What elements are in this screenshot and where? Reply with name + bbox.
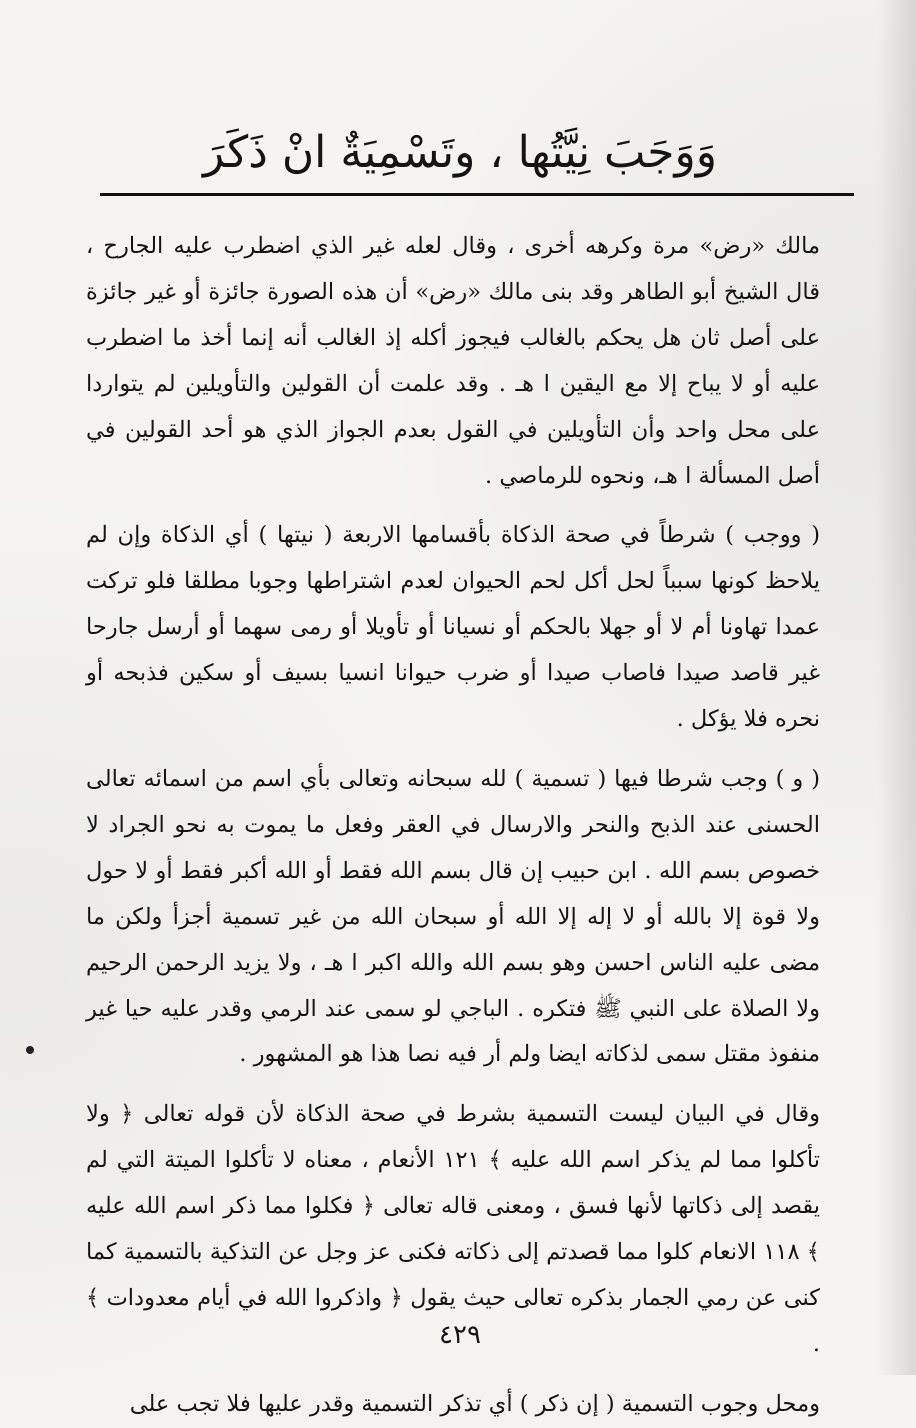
page-header-title: وَوَجَبَ نِيَّتُها ، وتَسْمِيَةٌ انْ ذَكَرَ: [203, 127, 717, 178]
page-number: ٤٢٩: [439, 1320, 481, 1350]
paragraph: ( ووجب ) شرطاً في صحة الذكاة بأقسامها الاربعة ( نيتها ) أي الذكاة وإن لم يلاحظ كونها سبباً لحل أكل لحم الحيوان لعدم اشتراطها وجوبا مطلقا فلو تركت عمدا تهاونا أم لا أو جهلا بالحكم أو نسيانا أو تأويلا أو رمى سهما أو أرسل جارحا غير قاصد صيدا فاصاب صيدا أو ضرب حيوانا انسيا بسيف أو سكين فذبحه أو نحره فلا يؤكل .: [86, 522, 820, 733]
margin-ink-mark: [26, 1046, 34, 1054]
paragraph: ( و ) وجب شرطا فيها ( تسمية ) لله سبحانه وتعالى بأي اسم من اسمائه تعالى الحسنى عند الذبح والنحر والارسال في العقر وفعل ما يموت به نحو الجراد لا خصوص بسم الله . ابن حبيب إن قال بسم الله فقط أو الله أكبر فقط أو لا حول ولا قوة إلا بالله أو لا إله إلا الله أو سبحان الله من غير تسمية أجزأ ولكن ما مضى عليه الناس احسن وهو بسم الله والله اكبر ا هـ ، ولا يزيد الرحمن الرحيم ولا الصلاة على النبي ﷺ فتكره . الباجي لو سمى عند الرمي وقدر عليه حيا غير منفوذ مقتل سمى لذكاته ايضا ولم أر فيه نصا هذا هو المشهور .: [86, 765, 820, 1068]
header-rule: [100, 193, 854, 196]
paragraph: مالك «رض» مرة وكرهه أخرى ، وقال لعله غير الذي اضطرب عليه الجارح ، قال الشيخ أبو الطاهر وقد بنى مالك «رض» أن هذه الصورة جائزة أو غير جائزة على أصل ثان هل يحكم بالغالب فيجوز أكله إذ الغالب أنه إنما أخذ ما اضطرب عليه أو لا يباح إلا مع اليقين ا هـ . وقد علمت أن القولين والتأويلين لم يتواردا على محل واحد وأن التأويلين في القول بعدم الجواز الذي هو أحد القولين في أصل المسألة ا هـ، ونحوه للرماصي .: [86, 233, 820, 489]
body-text: [86, 224, 820, 1428]
paragraph: وقال في البيان ليست التسمية بشرط في صحة الذكاة لأن قوله تعالى ﴿ ولا تأكلوا مما لم يذكر اسم الله عليه ﴾ ١٢١ الأنعام ، معناه لا تأكلوا الميتة التي لم يقصد إلى ذكاتها لأنها فسق ، ومعنى قاله تعالى ﴿ فكلوا مما ذكر اسم الله عليه ﴾ ١١٨ الانعام كلوا مما قصدتم إلى ذكاته فكنى عز وجل عن التذكية بالتسمية كما كنى عن رمي الجمار بذكره تعالى حيث يقول ﴿ واذكروا الله في أيام معدودات ﴾ .: [86, 1101, 820, 1357]
paragraph: ومحل وجوب التسمية ( إن ذكر ) أي تذكر التسمية وقدر عليها فلا تجب على: [129, 1390, 820, 1417]
scan-edge-shadow: [876, 0, 916, 1375]
